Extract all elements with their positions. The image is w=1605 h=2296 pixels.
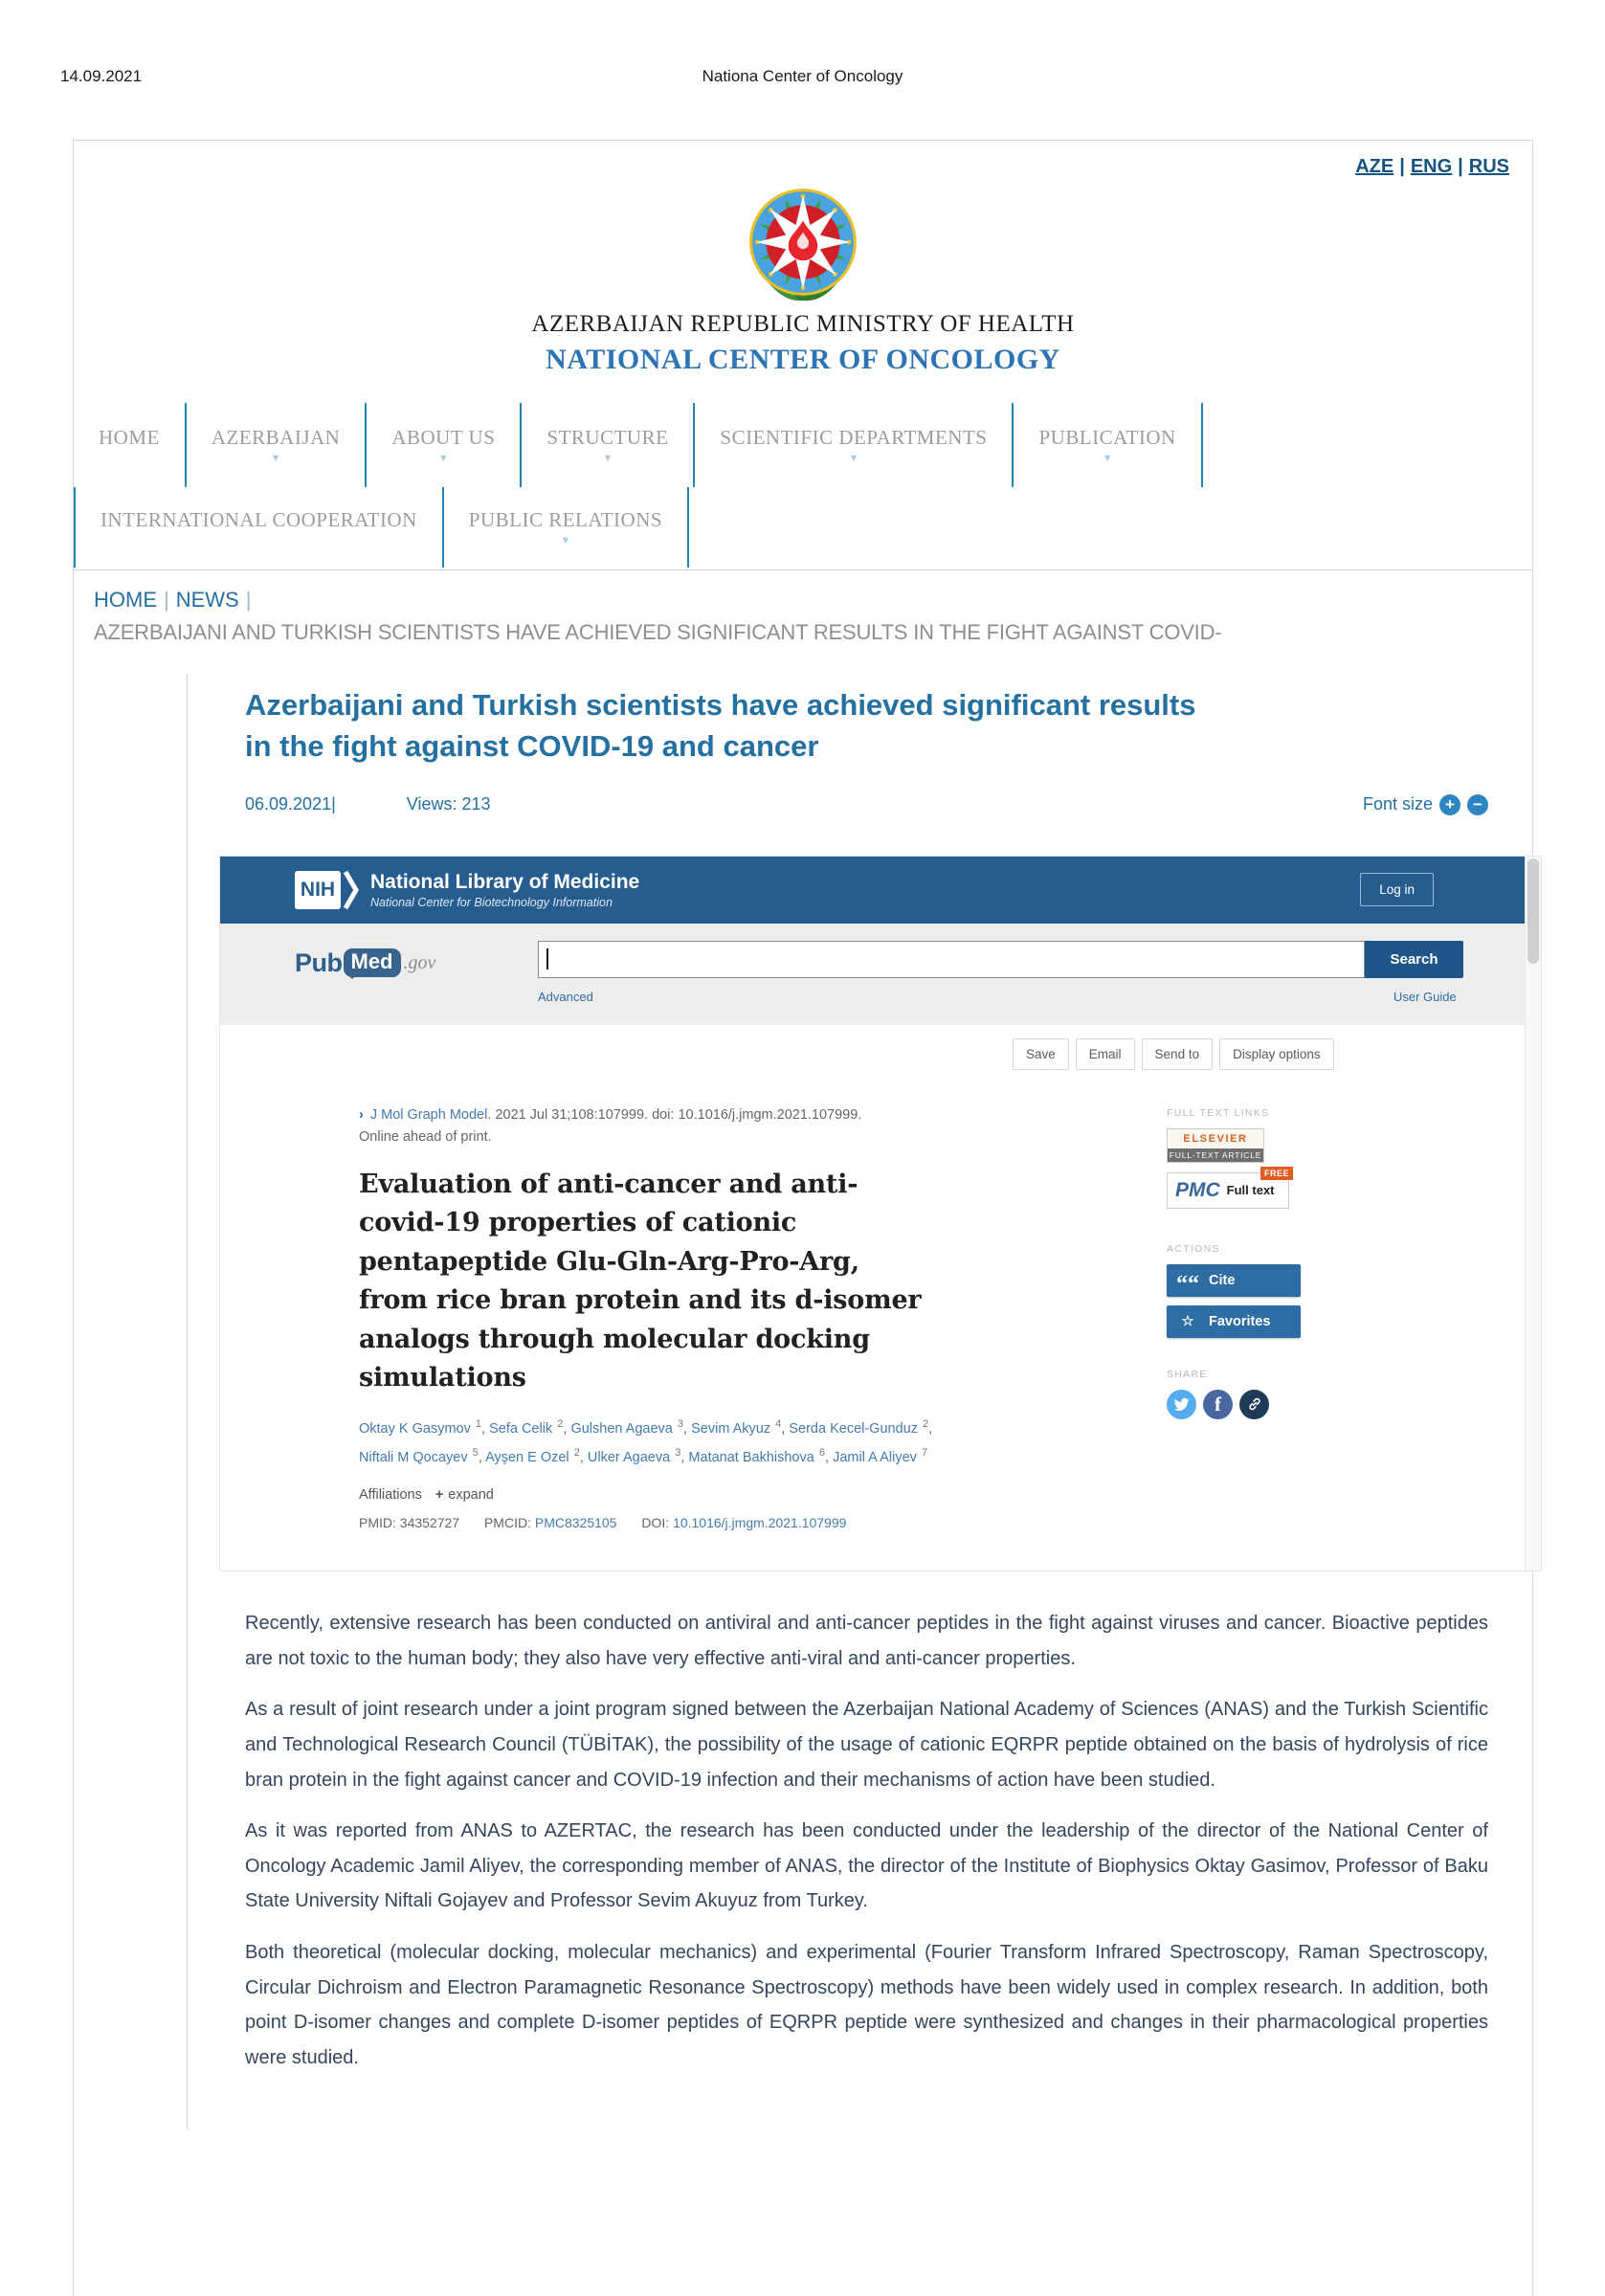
- affiliations-label: Affiliations: [359, 1487, 422, 1504]
- article-title: Azerbaijani and Turkish scientists have achieved significant results in the fight against COVID-19 and cancer: [245, 688, 1196, 763]
- author-affiliation-number: 7: [918, 1447, 928, 1460]
- breadcrumb-zone: [74, 570, 1532, 645]
- chevron-down-icon: ▼: [602, 453, 613, 464]
- lang-link-eng[interactable]: ENG: [1410, 156, 1453, 177]
- nav-row-secondary: [74, 487, 689, 568]
- free-badge: FREE: [1260, 1167, 1293, 1180]
- pubmed-search-zone: [220, 924, 1541, 1025]
- print-page-title: Nationa Center of Oncology: [702, 67, 903, 85]
- author-link[interactable]: Jamil A Aliyev: [833, 1450, 917, 1466]
- article-body: [245, 1606, 1488, 2129]
- pubmed-search-input[interactable]: [538, 941, 1365, 978]
- pubmed-scrollbar[interactable]: [1525, 857, 1541, 1572]
- author-affiliation-number: 6: [815, 1447, 825, 1460]
- language-switcher: [74, 141, 1532, 178]
- breadcrumb-link-news[interactable]: NEWS: [175, 588, 239, 612]
- author-affiliation-number: 2: [554, 1417, 564, 1430]
- elsevier-fulltext-text: FULL-TEXT ARTICLE: [1169, 1149, 1262, 1160]
- print-date: 14.09.2021: [60, 67, 143, 85]
- expand-plus-icon[interactable]: +: [435, 1487, 444, 1504]
- news-headline: AZERBAIJANI AND TURKISH SCIENTISTS HAVE ACHIEVED SIGNIFICANT RESULTS IN THE FIGHT AGAINST COVID-: [94, 620, 1222, 644]
- doi-link[interactable]: 10.1016/j.jmgm.2021.107999: [673, 1515, 847, 1531]
- author-affiliation-number: 3: [674, 1417, 684, 1430]
- pubmed-screenshot: [219, 856, 1542, 1572]
- nav-item-international-cooperation[interactable]: [76, 487, 444, 568]
- share-label: SHARE: [1167, 1368, 1208, 1380]
- chevron-down-icon: ▼: [560, 535, 571, 546]
- webpage-frame: [73, 140, 1533, 2296]
- author-separator: ,: [928, 1420, 933, 1437]
- twitter-share-icon[interactable]: [1167, 1390, 1196, 1419]
- nih-titles: [370, 870, 639, 909]
- author-separator: ,: [680, 1450, 689, 1466]
- pubmed-toolbar: [220, 1025, 1541, 1082]
- full-text-links-label: FULL TEXT LINKS: [1167, 1106, 1270, 1119]
- pubmed-toolbar-save-button[interactable]: Save: [1013, 1038, 1069, 1070]
- expand-label[interactable]: expand: [448, 1487, 494, 1504]
- author-link[interactable]: Sefa Celik: [489, 1420, 553, 1437]
- nav-item-home[interactable]: [74, 403, 187, 487]
- nav-item-label: SCIENTIFIC DEPARTMENTS: [720, 426, 988, 449]
- article-meta: [245, 794, 1488, 815]
- author-affiliation-number: 3: [672, 1447, 681, 1460]
- pmcid-label: PMCID:: [483, 1515, 531, 1531]
- elsevier-logo-text: ELSEVIER: [1168, 1129, 1263, 1148]
- author-separator: ,: [481, 1420, 490, 1437]
- facebook-share-icon[interactable]: f: [1203, 1390, 1233, 1419]
- author-link[interactable]: Oktay K Gasymov: [359, 1420, 471, 1437]
- ministry-title: AZERBAIJAN REPUBLIC MINISTRY OF HEALTH: [531, 311, 1075, 337]
- pubmed-logo-gov: .gov: [403, 951, 436, 973]
- cite-button[interactable]: [1167, 1264, 1301, 1297]
- user-guide-link[interactable]: User Guide: [1393, 989, 1457, 1004]
- nav-item-label: STRUCTURE: [546, 426, 669, 449]
- azerbaijan-emblem-icon: [745, 186, 861, 302]
- author-link[interactable]: Niftali M Qocayev: [359, 1450, 468, 1466]
- cite-label: Cite: [1209, 1272, 1236, 1288]
- author-separator: ,: [825, 1450, 834, 1466]
- affiliations-row: [359, 1487, 1105, 1503]
- author-separator: ,: [478, 1450, 486, 1466]
- pubmed-sidebar: [1167, 1107, 1406, 1531]
- journal-link[interactable]: J Mol Graph Model: [369, 1106, 488, 1123]
- font-decrease-button[interactable]: −: [1467, 794, 1488, 815]
- author-separator: ,: [579, 1450, 588, 1466]
- favorites-label: Favorites: [1209, 1313, 1271, 1329]
- pmid-value: 34352727: [399, 1515, 460, 1531]
- nih-logo-icon[interactable]: [295, 870, 359, 910]
- citation-line: [359, 1107, 1105, 1123]
- article-paragraph: As a result of joint research under a joint program signed between the Azerbaijan National Academy of Sciences (ANAS) and the Turkish Scientific and Technological Research Council (TÜBİTAK), the possibility of the usage of cationic EQRPR peptide obtained on the basis of hydrolysis of rice bran protein in the fight against cancer and COVID-19 infection and their mechanisms of action have been studied.: [245, 1699, 1488, 1791]
- pubmed-article-area: [220, 1082, 1541, 1572]
- actions-label: ACTIONS: [1167, 1242, 1220, 1255]
- lang-separator: |: [1458, 156, 1463, 177]
- center-title: NATIONAL CENTER OF ONCOLOGY: [546, 344, 1060, 375]
- nav-item-label: ABOUT US: [391, 426, 496, 449]
- pmid-label: PMID:: [359, 1515, 396, 1531]
- lang-link-rus[interactable]: RUS: [1468, 156, 1509, 177]
- breadcrumb-separator: |: [164, 588, 169, 612]
- nav-item-about-us[interactable]: [367, 403, 522, 487]
- text-caret: [546, 948, 548, 970]
- nav-item-label: PUBLIC RELATIONS: [468, 508, 663, 531]
- nav-item-label: PUBLICATION: [1038, 426, 1176, 449]
- article-paragraph: Recently, extensive research has been conducted on antiviral and anti-cancer peptides in the fight against viruses and cancer. Bioactive peptides are not toxic to the human body; they also have very effective anti-viral and anti-cancer properties.: [245, 1613, 1488, 1669]
- font-increase-button[interactable]: +: [1439, 794, 1460, 815]
- author-link[interactable]: Gulshen Agaeva: [570, 1420, 673, 1437]
- browser-print-header: [0, 67, 1605, 90]
- share-icons: [1167, 1390, 1406, 1419]
- nih-chevron-icon: [344, 870, 359, 910]
- lang-link-aze[interactable]: AZE: [1355, 156, 1394, 177]
- author-link[interactable]: Ulker Agaeva: [587, 1450, 671, 1466]
- ncbi-subtitle: National Center for Biotechnology Information: [370, 896, 613, 910]
- nih-logo-text: NIH: [295, 871, 341, 909]
- nav-item-publication[interactable]: [1014, 403, 1202, 487]
- pubmed-logo-med-bubble: Med: [344, 948, 401, 977]
- article-date: 06.09.2021: [245, 794, 332, 814]
- author-separator: ,: [683, 1420, 692, 1437]
- article-paragraph: Both theoretical (molecular docking, molecular mechanics) and experimental (Fourier Transform Infrared Spectroscopy, Raman Spectroscopy, Circular Dichroism and Electron Paramagnetic Resonance Spectroscopy) methods have been widely used in complex research. In addition, both point D-isomer changes and complete D-isomer peptides of EQRPR peptide were synthesized and changes in their pharmacological properties were studied.: [245, 1941, 1488, 2068]
- breadcrumb-link-home[interactable]: HOME: [94, 588, 157, 612]
- nav-item-public-relations[interactable]: [444, 487, 689, 568]
- author-affiliation-number: 5: [469, 1447, 479, 1460]
- site-logo: [74, 186, 1532, 307]
- pubmed-logo-pub: Pub: [295, 947, 343, 977]
- citation-details: . 2021 Jul 31;108:107999. doi: 10.1016/j.jmgm.2021.107999.: [487, 1106, 862, 1123]
- author-link[interactable]: Matanat Bakhishova: [688, 1450, 814, 1466]
- elsevier-fulltext-button[interactable]: [1167, 1128, 1264, 1163]
- favorites-button[interactable]: [1167, 1305, 1301, 1338]
- author-affiliation-number: 1: [472, 1417, 482, 1430]
- breadcrumb-separator: |: [245, 588, 252, 612]
- pmcid-link[interactable]: PMC8325105: [534, 1515, 617, 1531]
- author-link[interactable]: Sevim Akyuz: [691, 1420, 771, 1437]
- pmc-fulltext-button[interactable]: [1167, 1168, 1289, 1209]
- pubmed-article-main: [359, 1107, 1105, 1531]
- chevron-down-icon: ▼: [270, 453, 281, 464]
- main-navigation: [74, 403, 1532, 570]
- nav-item-label: INTERNATIONAL COOPERATION: [100, 508, 417, 531]
- nav-item-scientific-departments[interactable]: [695, 403, 1014, 487]
- author-separator: ,: [563, 1420, 571, 1437]
- pubmed-toolbar-email-button[interactable]: Email: [1076, 1038, 1135, 1070]
- pmc-fulltext-text: Full text: [1226, 1183, 1275, 1198]
- article-container: [187, 674, 1532, 2129]
- author-link[interactable]: Serda Kecel-Gunduz: [789, 1420, 918, 1437]
- lang-separator: |: [1399, 156, 1405, 177]
- chevron-right-icon: ›: [359, 1106, 364, 1123]
- chevron-down-icon: ▼: [848, 453, 859, 464]
- advanced-search-link[interactable]: Advanced: [538, 989, 593, 1004]
- font-size-label: Font size: [1362, 794, 1433, 814]
- permalink-share-icon[interactable]: [1239, 1390, 1269, 1419]
- login-button[interactable]: Log in: [1360, 873, 1434, 906]
- nav-item-structure[interactable]: [522, 403, 695, 487]
- chevron-down-icon: ▼: [437, 453, 449, 464]
- online-ahead-note: Online ahead of print.: [359, 1128, 492, 1145]
- author-affiliation-number: 2: [919, 1417, 929, 1430]
- pubmed-logo[interactable]: [295, 948, 435, 978]
- quote-icon: ““: [1176, 1271, 1199, 1297]
- nlm-title: National Library of Medicine: [370, 870, 640, 893]
- nav-row-primary: [74, 403, 1532, 487]
- date-separator: |: [331, 794, 336, 814]
- pubmed-search-button[interactable]: Search: [1365, 941, 1463, 978]
- pubmed-toolbar-send-to-button[interactable]: Send to: [1142, 1038, 1214, 1070]
- scrollbar-thumb[interactable]: [1527, 858, 1539, 964]
- author-separator: ,: [781, 1420, 790, 1437]
- pubmed-toolbar-display-options-button[interactable]: Display options: [1219, 1038, 1334, 1070]
- pmc-logo-text: PMC: [1175, 1178, 1220, 1201]
- nav-item-label: AZERBAIJAN: [211, 426, 341, 449]
- author-affiliation-number: 4: [772, 1417, 782, 1430]
- nav-item-label: HOME: [99, 426, 160, 449]
- article-paragraph: As it was reported from ANAS to AZERTAC, the research has been conducted under the leadership of the director of the National Center of Oncology Academic Jamil Aliyev, the corresponding member of ANAS, the director of the Institute of Biophysics Oktay Gasimov, Professor of Baku State University Niftali Gojayev and Professor Sevim Akuyuz from Turkey.: [245, 1820, 1488, 1912]
- views-count: Views: 213: [406, 794, 491, 814]
- identifiers-row: [359, 1515, 1105, 1530]
- pubmed-paper-title: Evaluation of anti-cancer and anti-covid-19 properties of cationic pentapeptide Glu-Gln-Arg-Pro-Arg, from rice bran protein and its d-isomer analogs through molecular docking simulations: [359, 1169, 922, 1393]
- star-icon: ☆: [1181, 1313, 1194, 1329]
- nih-header-bar: [220, 857, 1541, 924]
- author-affiliation-number: 2: [570, 1447, 580, 1460]
- authors-list: [359, 1414, 1105, 1473]
- doi-label: DOI:: [641, 1515, 670, 1531]
- chevron-down-icon: ▼: [1102, 453, 1113, 464]
- nav-item-azerbaijan[interactable]: [187, 403, 368, 487]
- author-link[interactable]: Ayşen E Ozel: [485, 1450, 569, 1466]
- breadcrumb: [94, 588, 1532, 613]
